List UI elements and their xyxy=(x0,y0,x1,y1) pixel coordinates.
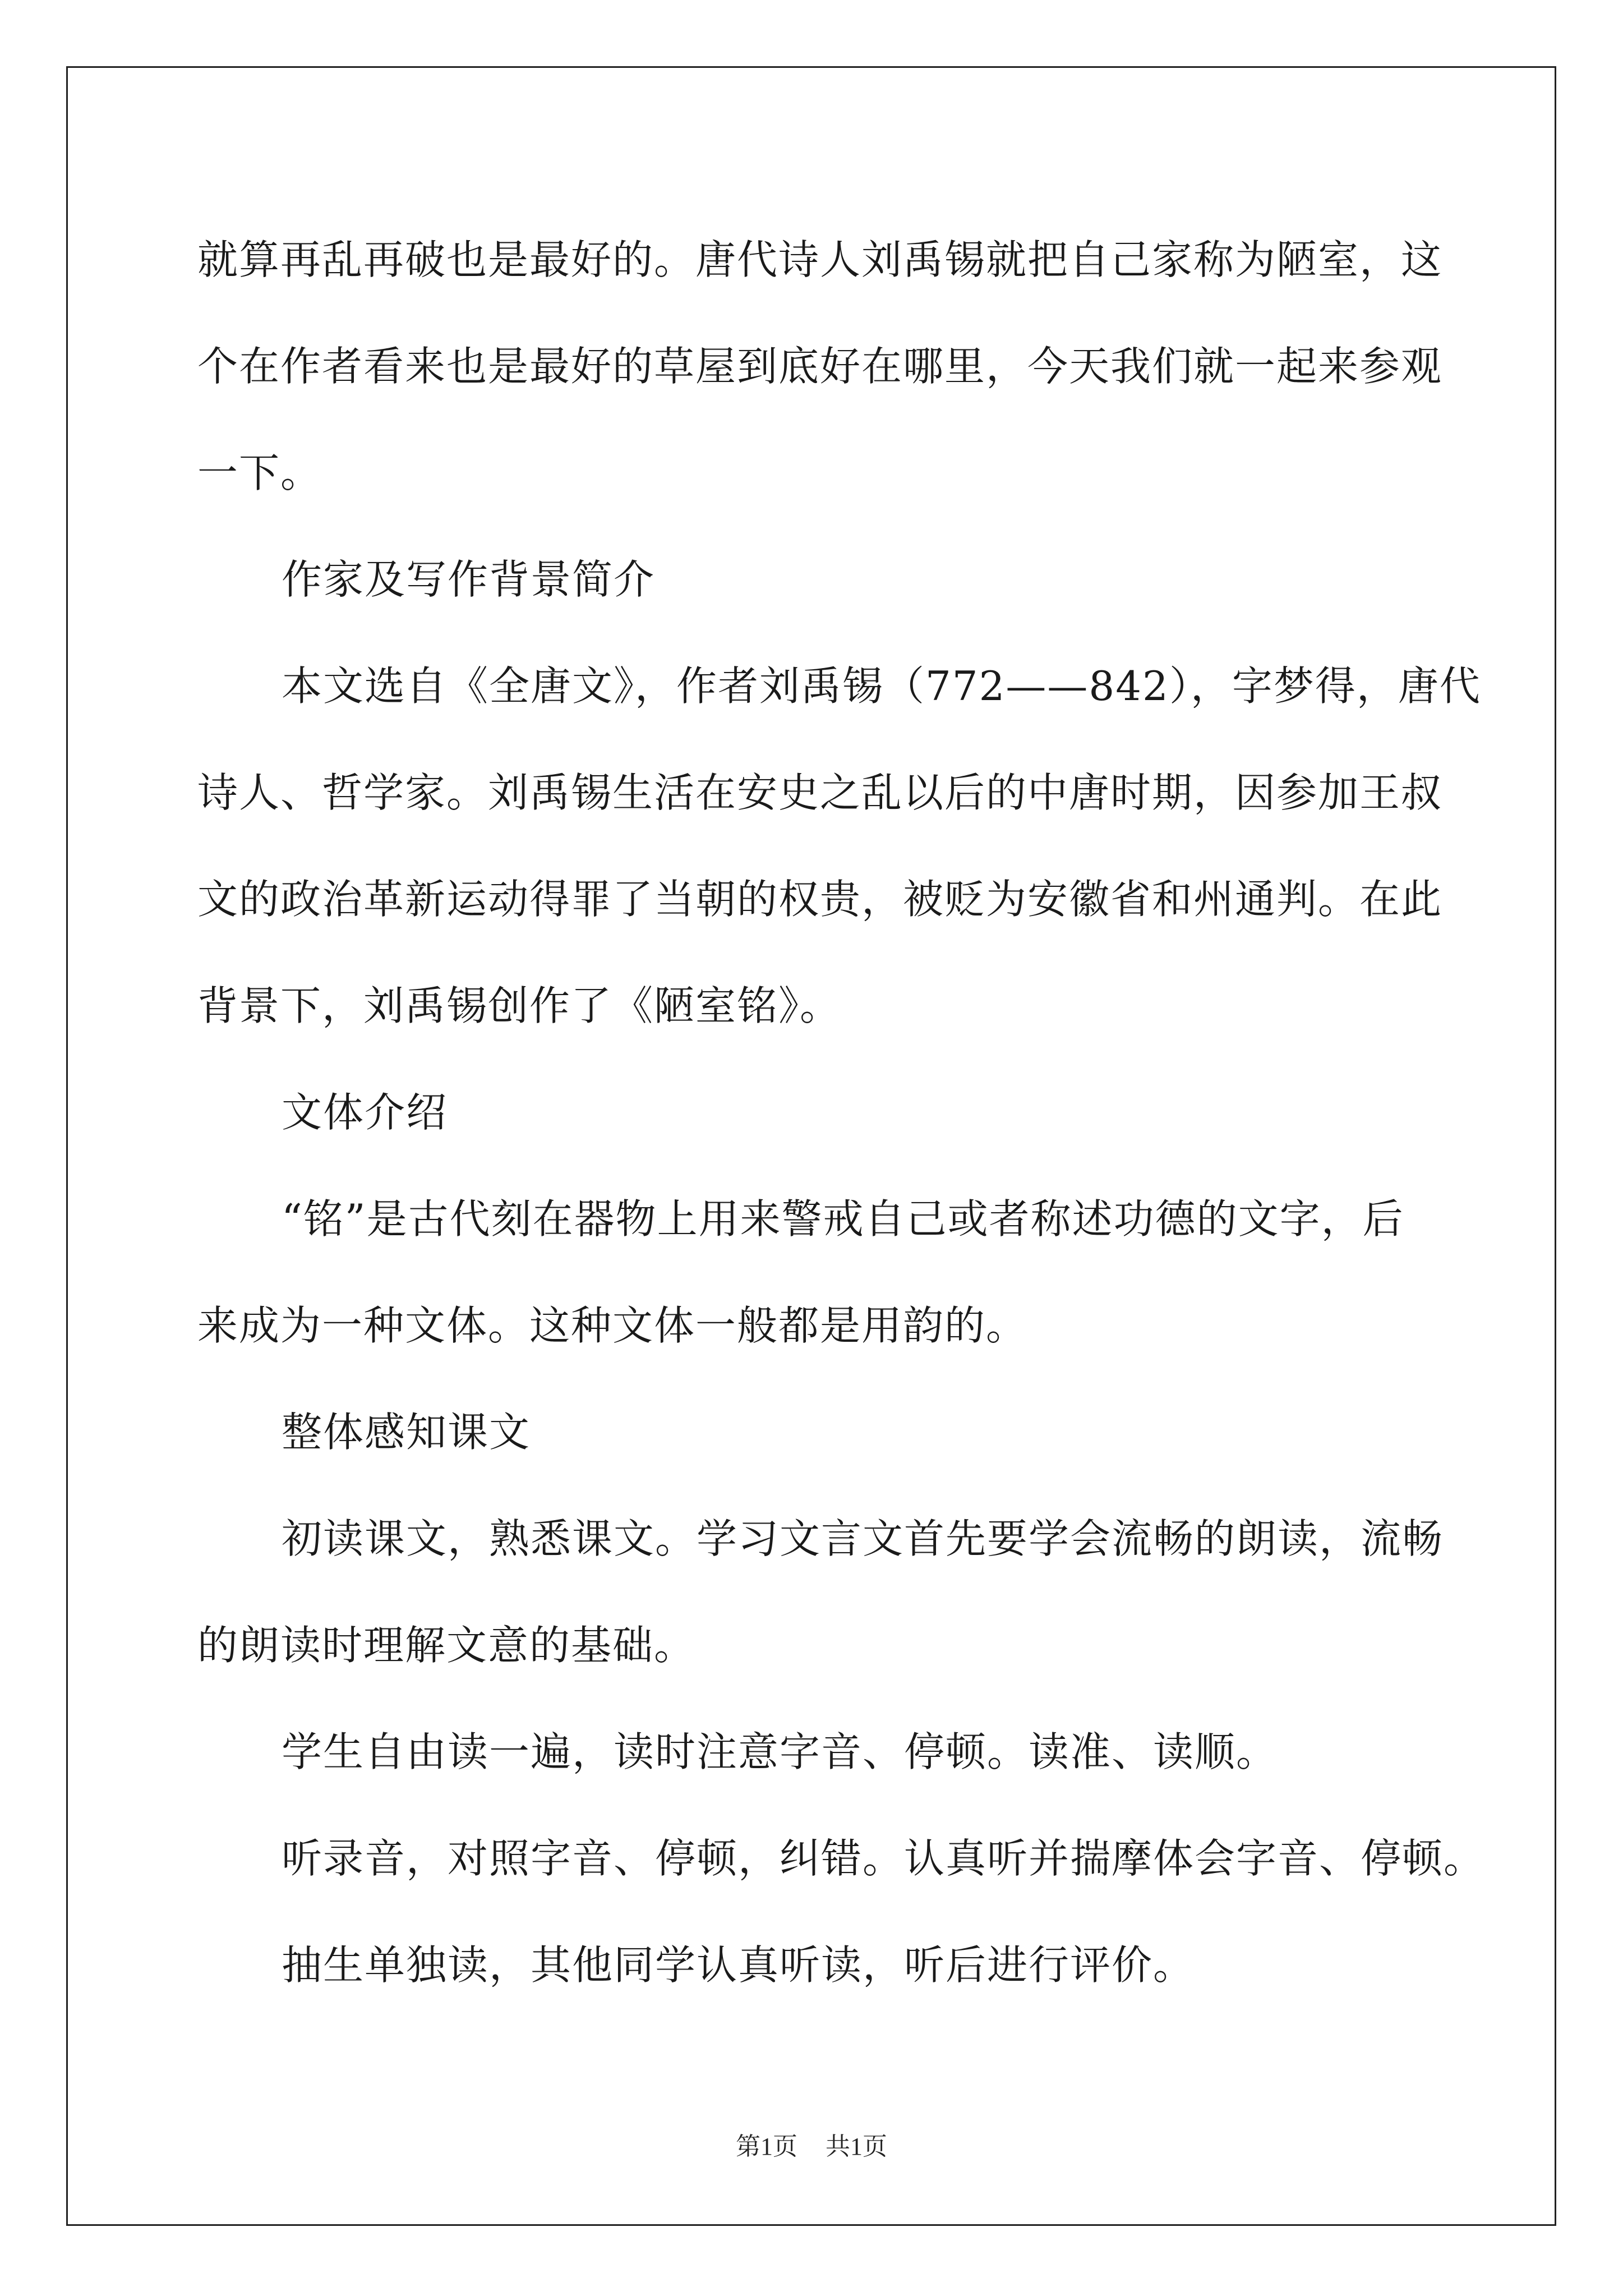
body-line-15: 学生自由读一遍，读时注意字音、停顿。读准、读顺。 xyxy=(282,1728,1278,1775)
section-heading-author-background: 作家及写作背景简介 xyxy=(282,556,656,603)
page-number: 第1页 xyxy=(736,2133,797,2160)
body-line-3: 一下。 xyxy=(197,449,322,496)
body-line-8: 背景下，刘禹锡创作了《陋室铭》。 xyxy=(197,982,842,1029)
body-line-14: 的朗读时理解文意的基础。 xyxy=(197,1622,696,1669)
body-line-1: 就算再乱再破也是最好的。唐代诗人刘禹锡就把自己家称为陋室，这 xyxy=(197,236,1443,283)
body-line-5: 本文选自《全唐文》，作者刘禹锡（772——842），字梦得，唐代 xyxy=(282,662,1481,710)
body-line-13: 初读课文，熟悉课文。学习文言文首先要学会流畅的朗读，流畅 xyxy=(282,1515,1444,1562)
page-footer xyxy=(0,2126,1623,2162)
document-body xyxy=(197,206,1486,2018)
body-line-6: 诗人、哲学家。刘禹锡生活在安史之乱以后的中唐时期，因参加王叔 xyxy=(197,769,1443,816)
section-heading-genre: 文体介绍 xyxy=(282,1089,448,1136)
page-total: 共1页 xyxy=(826,2133,887,2160)
body-line-17: 抽生单独读，其他同学认真听读，听后进行评价。 xyxy=(282,1941,1195,1989)
body-line-2: 个在作者看来也是最好的草屋到底好在哪里，今天我们就一起来参观 xyxy=(197,343,1443,390)
body-line-7: 文的政治革新运动得罪了当朝的权贵，被贬为安徽省和州通判。在此 xyxy=(197,876,1443,923)
body-line-11: 来成为一种文体。这种文体一般都是用韵的。 xyxy=(197,1302,1028,1349)
body-line-10: “铭”是古代刻在器物上用来警戒自己或者称述功德的文字，后 xyxy=(282,1195,1404,1243)
body-line-16: 听录音，对照字音、停顿，纠错。认真听并揣摩体会字音、停顿。 xyxy=(282,1835,1486,1882)
section-heading-overall-perception: 整体感知课文 xyxy=(282,1409,531,1456)
